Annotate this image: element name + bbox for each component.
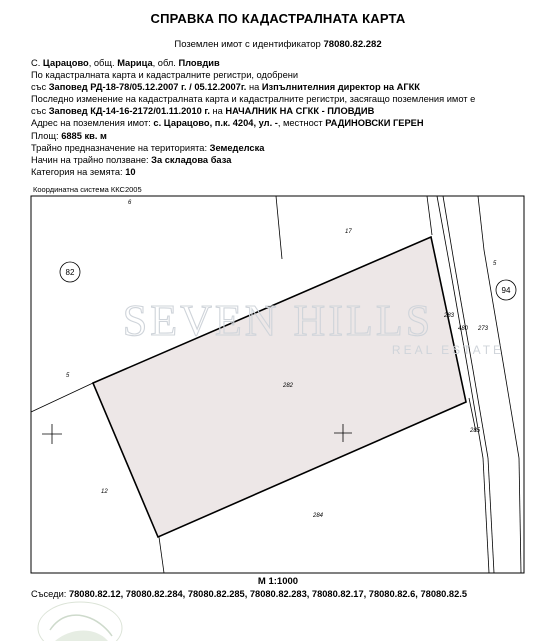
address-value: с. Царацово, п.к. 4204, ул. - [153,118,278,129]
circle-marker-82 [60,262,80,282]
page-title: СПРАВКА ПО КАДАСТРАЛНАТА КАРТА [150,11,406,26]
region: Пловдив [178,58,220,68]
parcel-282 [93,237,466,537]
last-change-authority: НАЧАЛНИК НА СГКК - ПЛОВДИВ [225,106,375,117]
last-change-line-1: Последно изменение на кадастралната карта и кадастралните регистри, засягащо поземления имот е [31,94,476,105]
watermark-subtitle: REAL ESTATE [391,343,505,357]
village: Царацово [42,58,89,68]
parcel-label-5-right: 5 [493,261,497,267]
last-change-prefix: със [31,106,49,117]
parcel-label-17: 17 [345,229,352,235]
area-label: Площ: [31,130,62,141]
circle-label-82: 82 [65,268,75,277]
address-locality: РАДИНОВСКИ ГЕРЕН [325,118,424,129]
parcel-label-284: 284 [313,513,324,519]
parcel-label-6: 6 [128,200,132,206]
parcel-label-480: 480 [458,326,469,332]
approval-prefix: със [31,82,49,93]
map-scale: М 1:1000 [257,576,299,587]
identifier-label: Поземлен имот с идентификатор [174,39,321,50]
coord-system-label: Координатна система ККС2005 [33,185,142,194]
approval-order: Заповед РД-18-78/05.12.2007 г. / 05.12.2007г. [48,82,247,93]
parcel-label-5-left: 5 [66,373,70,379]
purpose-label: Трайно предназначение на територията: [31,142,210,153]
identifier-value: 78080.82.282 [323,39,382,50]
location-sep2: , обл. [152,58,179,68]
approval-mid: на [246,82,262,93]
parcel-label-282: 282 [283,383,294,389]
area-value: 6885 кв. м [61,130,107,141]
category-label: Категория на земята: [31,166,126,177]
approval-authority: Изпълнителния директор на АГКК [261,82,420,93]
parcel-label-12: 12 [101,489,108,495]
last-change-mid: на [209,106,226,117]
purpose-value: Земеделска [209,142,265,153]
watermark-title: SEVEN HILLS [122,296,434,345]
address-label: Адрес на поземления имот: [31,118,154,129]
parcel-label-283: 283 [444,313,455,319]
circle-label-94: 94 [501,286,511,295]
last-change-order: Заповед КД-14-16-2172/01.11.2010 г. [48,106,210,117]
parcel-label-273: 273 [478,326,489,332]
municipality: Марица [117,58,153,68]
neighbors-values: 78080.82.12, 78080.82.284, 78080.82.285, 78080.82.283, 78080.82.17, 78080.82.6, 78080.82.5 [68,589,468,599]
parcel-label-285: 285 [470,428,481,434]
category-value: 10 [125,166,136,177]
neighbors-line [31,589,467,599]
location-sep1: , общ. [88,58,118,68]
usage-value: За складова база [151,154,232,165]
circle-marker-94 [496,280,516,300]
location-prefix: С. [31,58,43,68]
address-mid: , местност [277,118,326,129]
approval-line-1: По кадастралната карта и кадастралните регистри, одобрени [31,70,299,81]
neighbors-label: Съседи: [31,589,69,599]
usage-label: Начин на трайно ползване: [31,154,152,165]
